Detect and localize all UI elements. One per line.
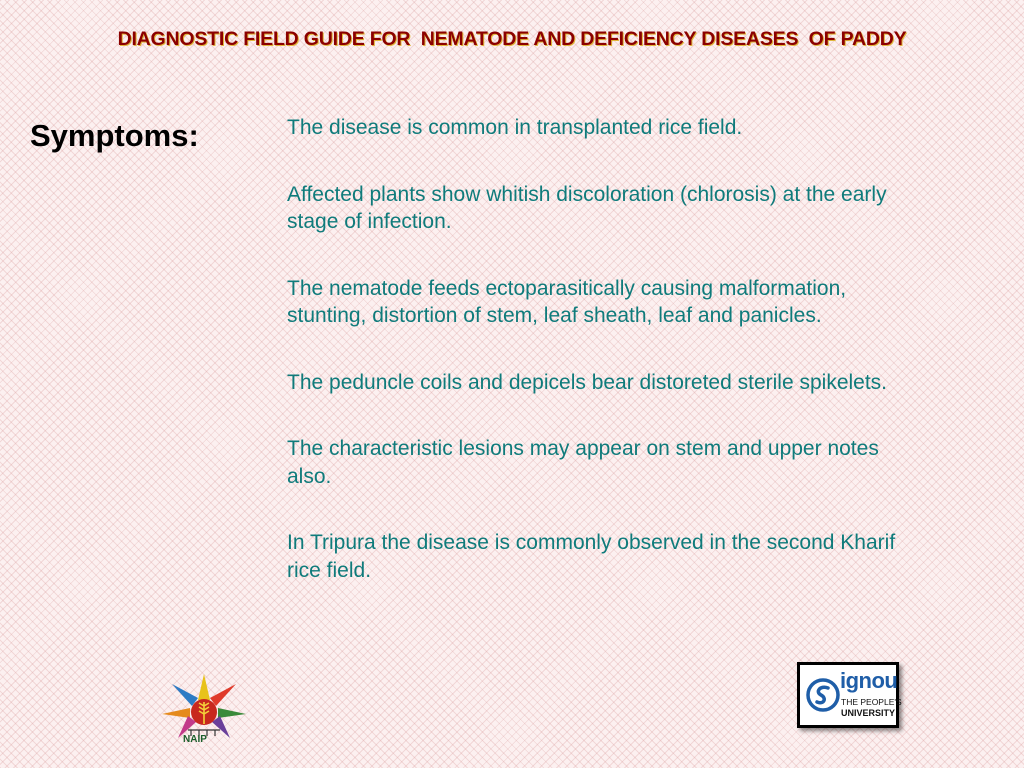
naip-caption: NAIP [183, 734, 207, 745]
naip-star-ray [210, 684, 236, 706]
symptom-paragraph: Affected plants show whitish discoloration (chlorosis) at the early stage of infection. [287, 182, 887, 233]
symptom-paragraph: The peduncle coils and depicels bear distoreted sterile spikelets. [287, 370, 888, 394]
ignou-tagline: THE PEOPLE'S [841, 697, 902, 707]
symptom-paragraph: The characteristic lesions may appear on stem and upper notes also. [287, 437, 879, 488]
symptom-paragraph: The nematode feeds ectoparasitically causing malformation, stunting, distortion of stem, leaf sheath, leaf and panicles. [287, 276, 847, 327]
symptoms-list [287, 114, 927, 584]
naip-star-ray [218, 708, 246, 718]
symptom-paragraph: The disease is common in transplanted rice field. [287, 116, 743, 139]
ignou-emblem-icon [806, 675, 840, 715]
naip-star-ray [198, 674, 210, 700]
symptoms-heading: Symptoms: [30, 118, 199, 153]
ignou-tagline-university: UNIVERSITY [841, 708, 896, 718]
naip-star-ray [162, 708, 190, 718]
ignou-logo [797, 662, 902, 728]
naip-star-ray [172, 684, 198, 706]
ignou-wordmark: ignou [840, 668, 898, 693]
symptom-paragraph: In Tripura the disease is commonly observed in the second Kharif rice field. [287, 531, 896, 582]
slide-title: DIAGNOSTIC FIELD GUIDE FOR NEMATODE AND DEFICIENCY DISEASES OF PADDY [117, 28, 907, 50]
